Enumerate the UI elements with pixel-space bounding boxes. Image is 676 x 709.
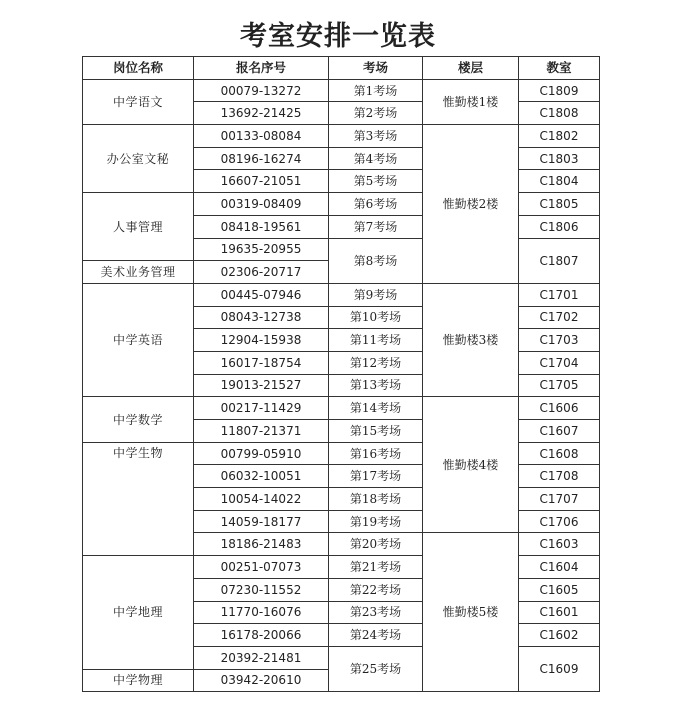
room-cell: 第10考场: [329, 306, 423, 329]
classroom-cell: C1703: [519, 329, 600, 352]
serial-cell: 10054-14022: [194, 488, 329, 511]
classroom-cell: C1707: [519, 488, 600, 511]
table-row: [83, 556, 600, 579]
post-cell: 中学物理: [83, 669, 194, 692]
post-cell: 人事管理: [83, 193, 194, 261]
serial-cell: 08418-19561: [194, 215, 329, 238]
serial-cell: 18186-21483: [194, 533, 329, 556]
serial-cell: 00799-05910: [194, 442, 329, 465]
room-cell: 第20考场: [329, 533, 423, 556]
serial-cell: 11807-21371: [194, 420, 329, 443]
serial-cell: 16178-20066: [194, 624, 329, 647]
floor-cell: 惟勤楼5楼: [423, 533, 519, 692]
classroom-cell: C1604: [519, 556, 600, 579]
serial-cell: 16017-18754: [194, 351, 329, 374]
room-cell: 第4考场: [329, 147, 423, 170]
table-row: [83, 125, 600, 148]
room-cell: 第22考场: [329, 578, 423, 601]
room-cell: 第6考场: [329, 193, 423, 216]
classroom-cell: C1809: [519, 79, 600, 102]
classroom-cell: C1606: [519, 397, 600, 420]
serial-cell: 19635-20955: [194, 238, 329, 261]
header-classroom: 教室: [519, 57, 600, 80]
serial-cell: 00079-13272: [194, 79, 329, 102]
floor-cell: 惟勤楼4楼: [423, 397, 519, 533]
post-cell: 办公室文秘: [83, 125, 194, 193]
room-cell: 第1考场: [329, 79, 423, 102]
serial-cell: 00217-11429: [194, 397, 329, 420]
classroom-cell: C1607: [519, 420, 600, 443]
post-cell: 中学英语: [83, 283, 194, 396]
serial-cell: 00319-08409: [194, 193, 329, 216]
classroom-cell: C1704: [519, 351, 600, 374]
serial-cell: 03942-20610: [194, 669, 329, 692]
classroom-cell: C1804: [519, 170, 600, 193]
room-cell: 第24考场: [329, 624, 423, 647]
serial-cell: 08043-12738: [194, 306, 329, 329]
serial-cell: 19013-21527: [194, 374, 329, 397]
room-cell: 第8考场: [329, 238, 423, 283]
post-cell: 中学地理: [83, 556, 194, 669]
classroom-cell: C1708: [519, 465, 600, 488]
table-row: [83, 397, 600, 420]
post-cell: 美术业务管理: [83, 261, 194, 284]
room-cell: 第17考场: [329, 465, 423, 488]
serial-cell: 11770-16076: [194, 601, 329, 624]
classroom-cell: C1706: [519, 510, 600, 533]
room-cell: 第7考场: [329, 215, 423, 238]
serial-cell: 20392-21481: [194, 646, 329, 669]
header-room: 考场: [329, 57, 423, 80]
serial-cell: 06032-10051: [194, 465, 329, 488]
classroom-cell: C1805: [519, 193, 600, 216]
classroom-cell: C1806: [519, 215, 600, 238]
classroom-cell: C1701: [519, 283, 600, 306]
classroom-cell: C1808: [519, 102, 600, 125]
post-cell: 中学数学: [83, 397, 194, 442]
post-cell: 中学语文: [83, 79, 194, 124]
serial-cell: 16607-21051: [194, 170, 329, 193]
table-header-row: [83, 57, 600, 80]
exam-room-table: [82, 56, 600, 692]
room-cell: 第3考场: [329, 125, 423, 148]
room-cell: 第21考场: [329, 556, 423, 579]
header-floor: 楼层: [423, 57, 519, 80]
serial-cell: 08196-16274: [194, 147, 329, 170]
classroom-cell: C1609: [519, 646, 600, 691]
page-title: 考室安排一览表: [240, 21, 436, 52]
serial-cell: 12904-15938: [194, 329, 329, 352]
floor-cell: 惟勤楼3楼: [423, 283, 519, 396]
floor-cell: 惟勤楼2楼: [423, 125, 519, 284]
room-cell: 第9考场: [329, 283, 423, 306]
classroom-cell: C1601: [519, 601, 600, 624]
serial-cell: 13692-21425: [194, 102, 329, 125]
room-cell: 第5考场: [329, 170, 423, 193]
room-cell: 第11考场: [329, 329, 423, 352]
classroom-cell: C1802: [519, 125, 600, 148]
serial-cell: 00133-08084: [194, 125, 329, 148]
classroom-cell: C1803: [519, 147, 600, 170]
serial-cell: 00251-07073: [194, 556, 329, 579]
classroom-cell: C1807: [519, 238, 600, 283]
serial-cell: 07230-11552: [194, 578, 329, 601]
room-cell: 第16考场: [329, 442, 423, 465]
room-cell: 第25考场: [329, 646, 423, 691]
room-cell: 第19考场: [329, 510, 423, 533]
room-cell: 第13考场: [329, 374, 423, 397]
serial-cell: 00445-07946: [194, 283, 329, 306]
post-cell: 中学生物: [83, 442, 194, 555]
room-cell: 第23考场: [329, 601, 423, 624]
classroom-cell: C1702: [519, 306, 600, 329]
room-cell: 第15考场: [329, 420, 423, 443]
room-cell: 第18考场: [329, 488, 423, 511]
classroom-cell: C1602: [519, 624, 600, 647]
classroom-cell: C1603: [519, 533, 600, 556]
room-cell: 第2考场: [329, 102, 423, 125]
serial-cell: 02306-20717: [194, 261, 329, 284]
table-row: [83, 193, 600, 216]
serial-cell: 14059-18177: [194, 510, 329, 533]
classroom-cell: C1605: [519, 578, 600, 601]
header-post: 岗位名称: [83, 57, 194, 80]
room-cell: 第14考场: [329, 397, 423, 420]
floor-cell: 惟勤楼1楼: [423, 79, 519, 124]
room-cell: 第12考场: [329, 351, 423, 374]
table-row: [83, 283, 600, 306]
table-row: [83, 79, 600, 102]
table-row: [83, 442, 600, 465]
header-serial: 报名序号: [194, 57, 329, 80]
classroom-cell: C1608: [519, 442, 600, 465]
classroom-cell: C1705: [519, 374, 600, 397]
